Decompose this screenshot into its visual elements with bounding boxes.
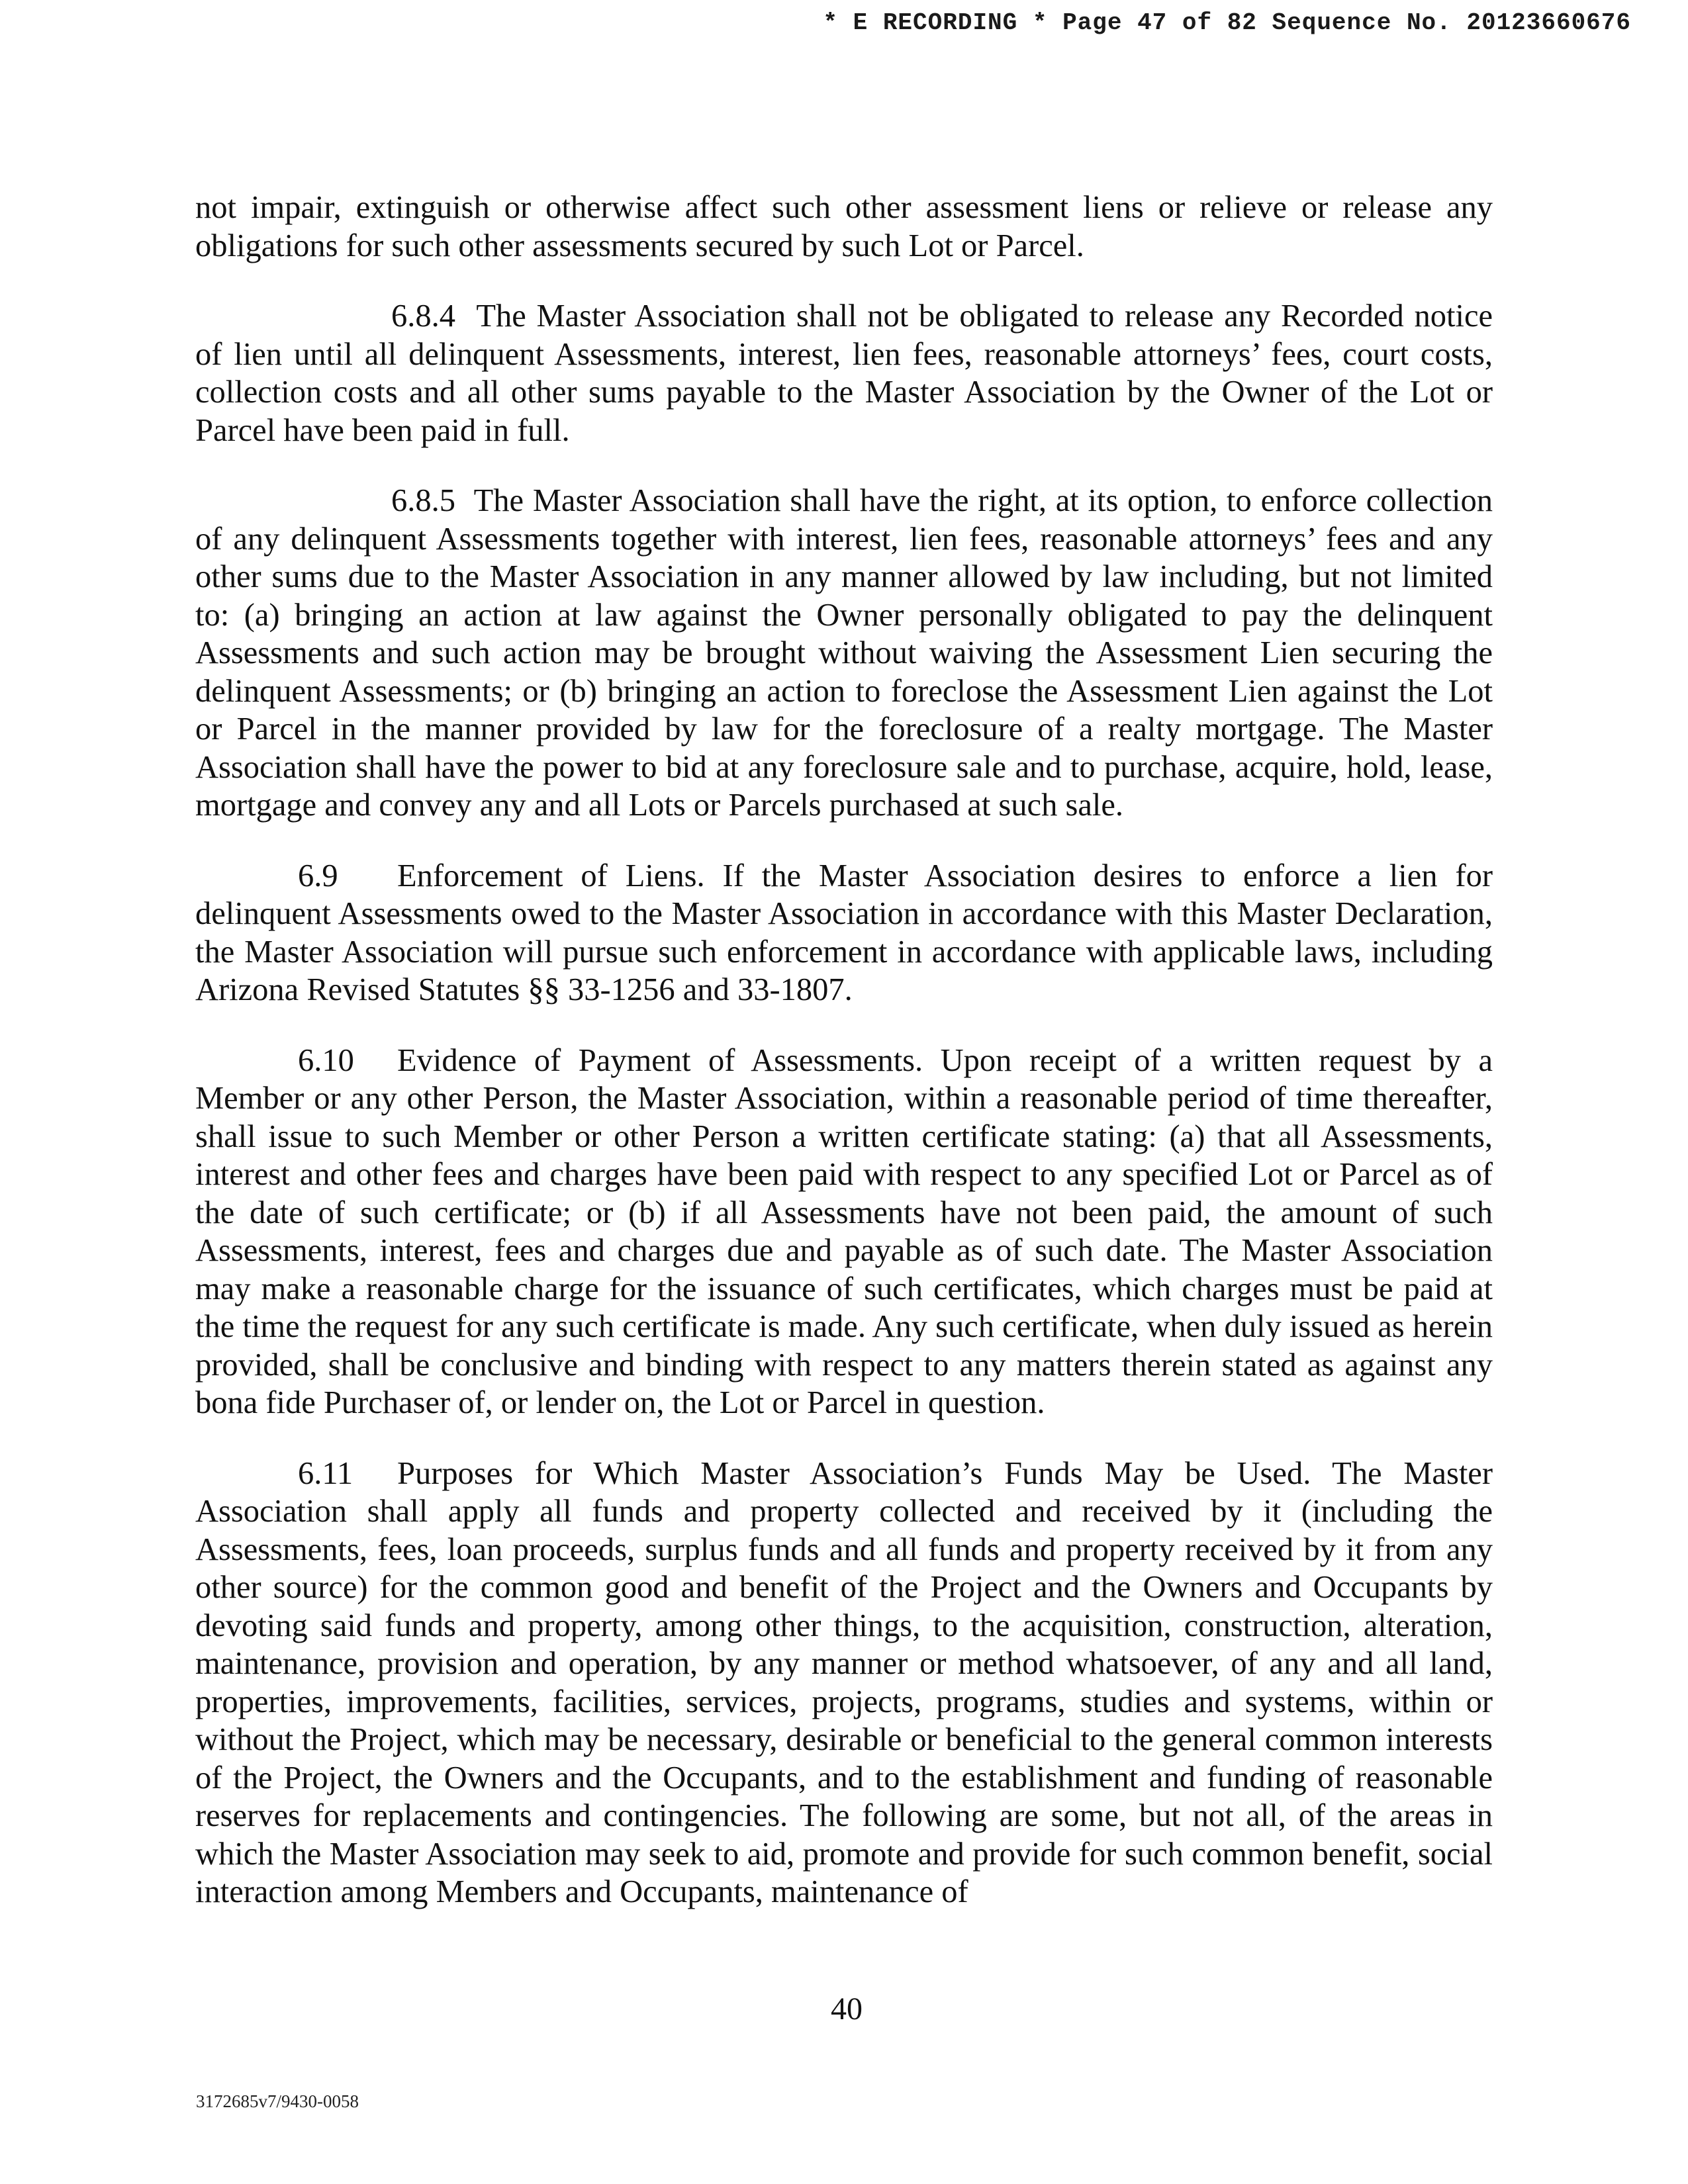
- section-number: 6.8.4: [391, 298, 455, 334]
- section-number: 6.8.5: [391, 483, 455, 518]
- document-id: 3172685v7/9430-0058: [196, 2091, 359, 2111]
- paragraph-text: The Master Association shall have the right, at its option, to enforce collection of any delinquent Assessments together with interest, lien fees, reasonable attorneys’ fees and any other sums due to the Master Association in any manner allowed by law including, but not limited to: (a) bringing an action at law against the Owner personally obligated to pay the delinquent Assessments and such action may be brought without waiving the Assessment Lien securing the delinquent Assessments; or (b) bringing an action to foreclose the Assessment Lien against the Lot or Parcel in the manner provided by law for the foreclosure of a realty mortgage. The Master Association shall have the power to bid at any foreclosure sale and to purchase, acquire, hold, lease, mortgage and convey any and all Lots or Parcels purchased at such sale.: [195, 483, 1493, 823]
- paragraph-text: Purposes for Which Master Association’s Funds May be Used. The Master Association shall apply all funds and property collected and received by it (including the Assessments, fees, loan proceeds, surplus funds and all funds and property received by it from any other source) for the common good and benefit of the Project and the Owners and Occupants by devoting said funds and property, among other things, to the acquisition, construction, alteration, maintenance, provision and operation, by any manner or method whatsoever, of any and all land, properties, improvements, facilities, services, projects, programs, studies and systems, within or without the Project, which may be necessary, desirable or beneficial to the general common interests of the Project, the Owners and the Occupants, and to the establishment and funding of reasonable reserves for replacements and contingencies. The following are some, but not all, of the areas in which the Master Association may seek to aid, promote and provide for such common benefit, social interaction among Members and Occupants, maintenance of: [195, 1455, 1493, 1909]
- paragraph-6-8-4: [195, 297, 1493, 449]
- paragraph-text: Enforcement of Liens. If the Master Association desires to enforce a lien for delinquent Assessments owed to the Master Association in accordance with this Master Declaration, the Master Association will pursue such enforcement in accordance with applicable laws, including Arizona Revised Statutes §§ 33-1256 and 33-1807.: [195, 858, 1493, 1007]
- paragraph-6-8-5: [195, 482, 1493, 825]
- section-number: 6.11: [298, 1455, 353, 1491]
- section-number: 6.9: [298, 858, 338, 893]
- paragraph-continuation: not impair, extinguish or otherwise affect such other assessment liens or relieve or release any obligations for such other assessments secured by such Lot or Parcel.: [195, 190, 1493, 263]
- paragraph-text: The Master Association shall not be obligated to release any Recorded notice of lien until all delinquent Assessments, interest, lien fees, reasonable attorneys’ fees, court costs, collection costs and all other sums payable to the Master Association by the Owner of the Lot or Parcel have been paid in full.: [195, 298, 1493, 448]
- section-number: 6.10: [298, 1042, 354, 1078]
- paragraph-6-10: [195, 1042, 1493, 1422]
- page-number: 40: [831, 1991, 863, 2026]
- paragraph-6-9: [195, 857, 1493, 1009]
- paragraph-text: Evidence of Payment of Assessments. Upon receipt of a written request by a Member or any other Person, the Master Association, within a reasonable period of time thereafter, shall issue to such Member or other Person a written certificate stating: (a) that all Assessments, interest and other fees and charges have been paid with respect to any specified Lot or Parcel as of the date of such certificate; or (b) if all Assessments have not been paid, the amount of such Assessments, interest, fees and charges due and payable as of such date. The Master Association may make a reasonable charge for the issuance of such certificates, which charges must be paid at the time the request for any such certificate is made. Any such certificate, when duly issued as herein provided, shall be conclusive and binding with respect to any matters therein stated as against any bona fide Purchaser of, or lender on, the Lot or Parcel in question.: [195, 1042, 1493, 1420]
- document-body: [195, 189, 1493, 1944]
- paragraph-6-11: [195, 1455, 1493, 1911]
- recording-header: * E RECORDING * Page 47 of 82 Sequence No. 20123660676: [823, 9, 1631, 36]
